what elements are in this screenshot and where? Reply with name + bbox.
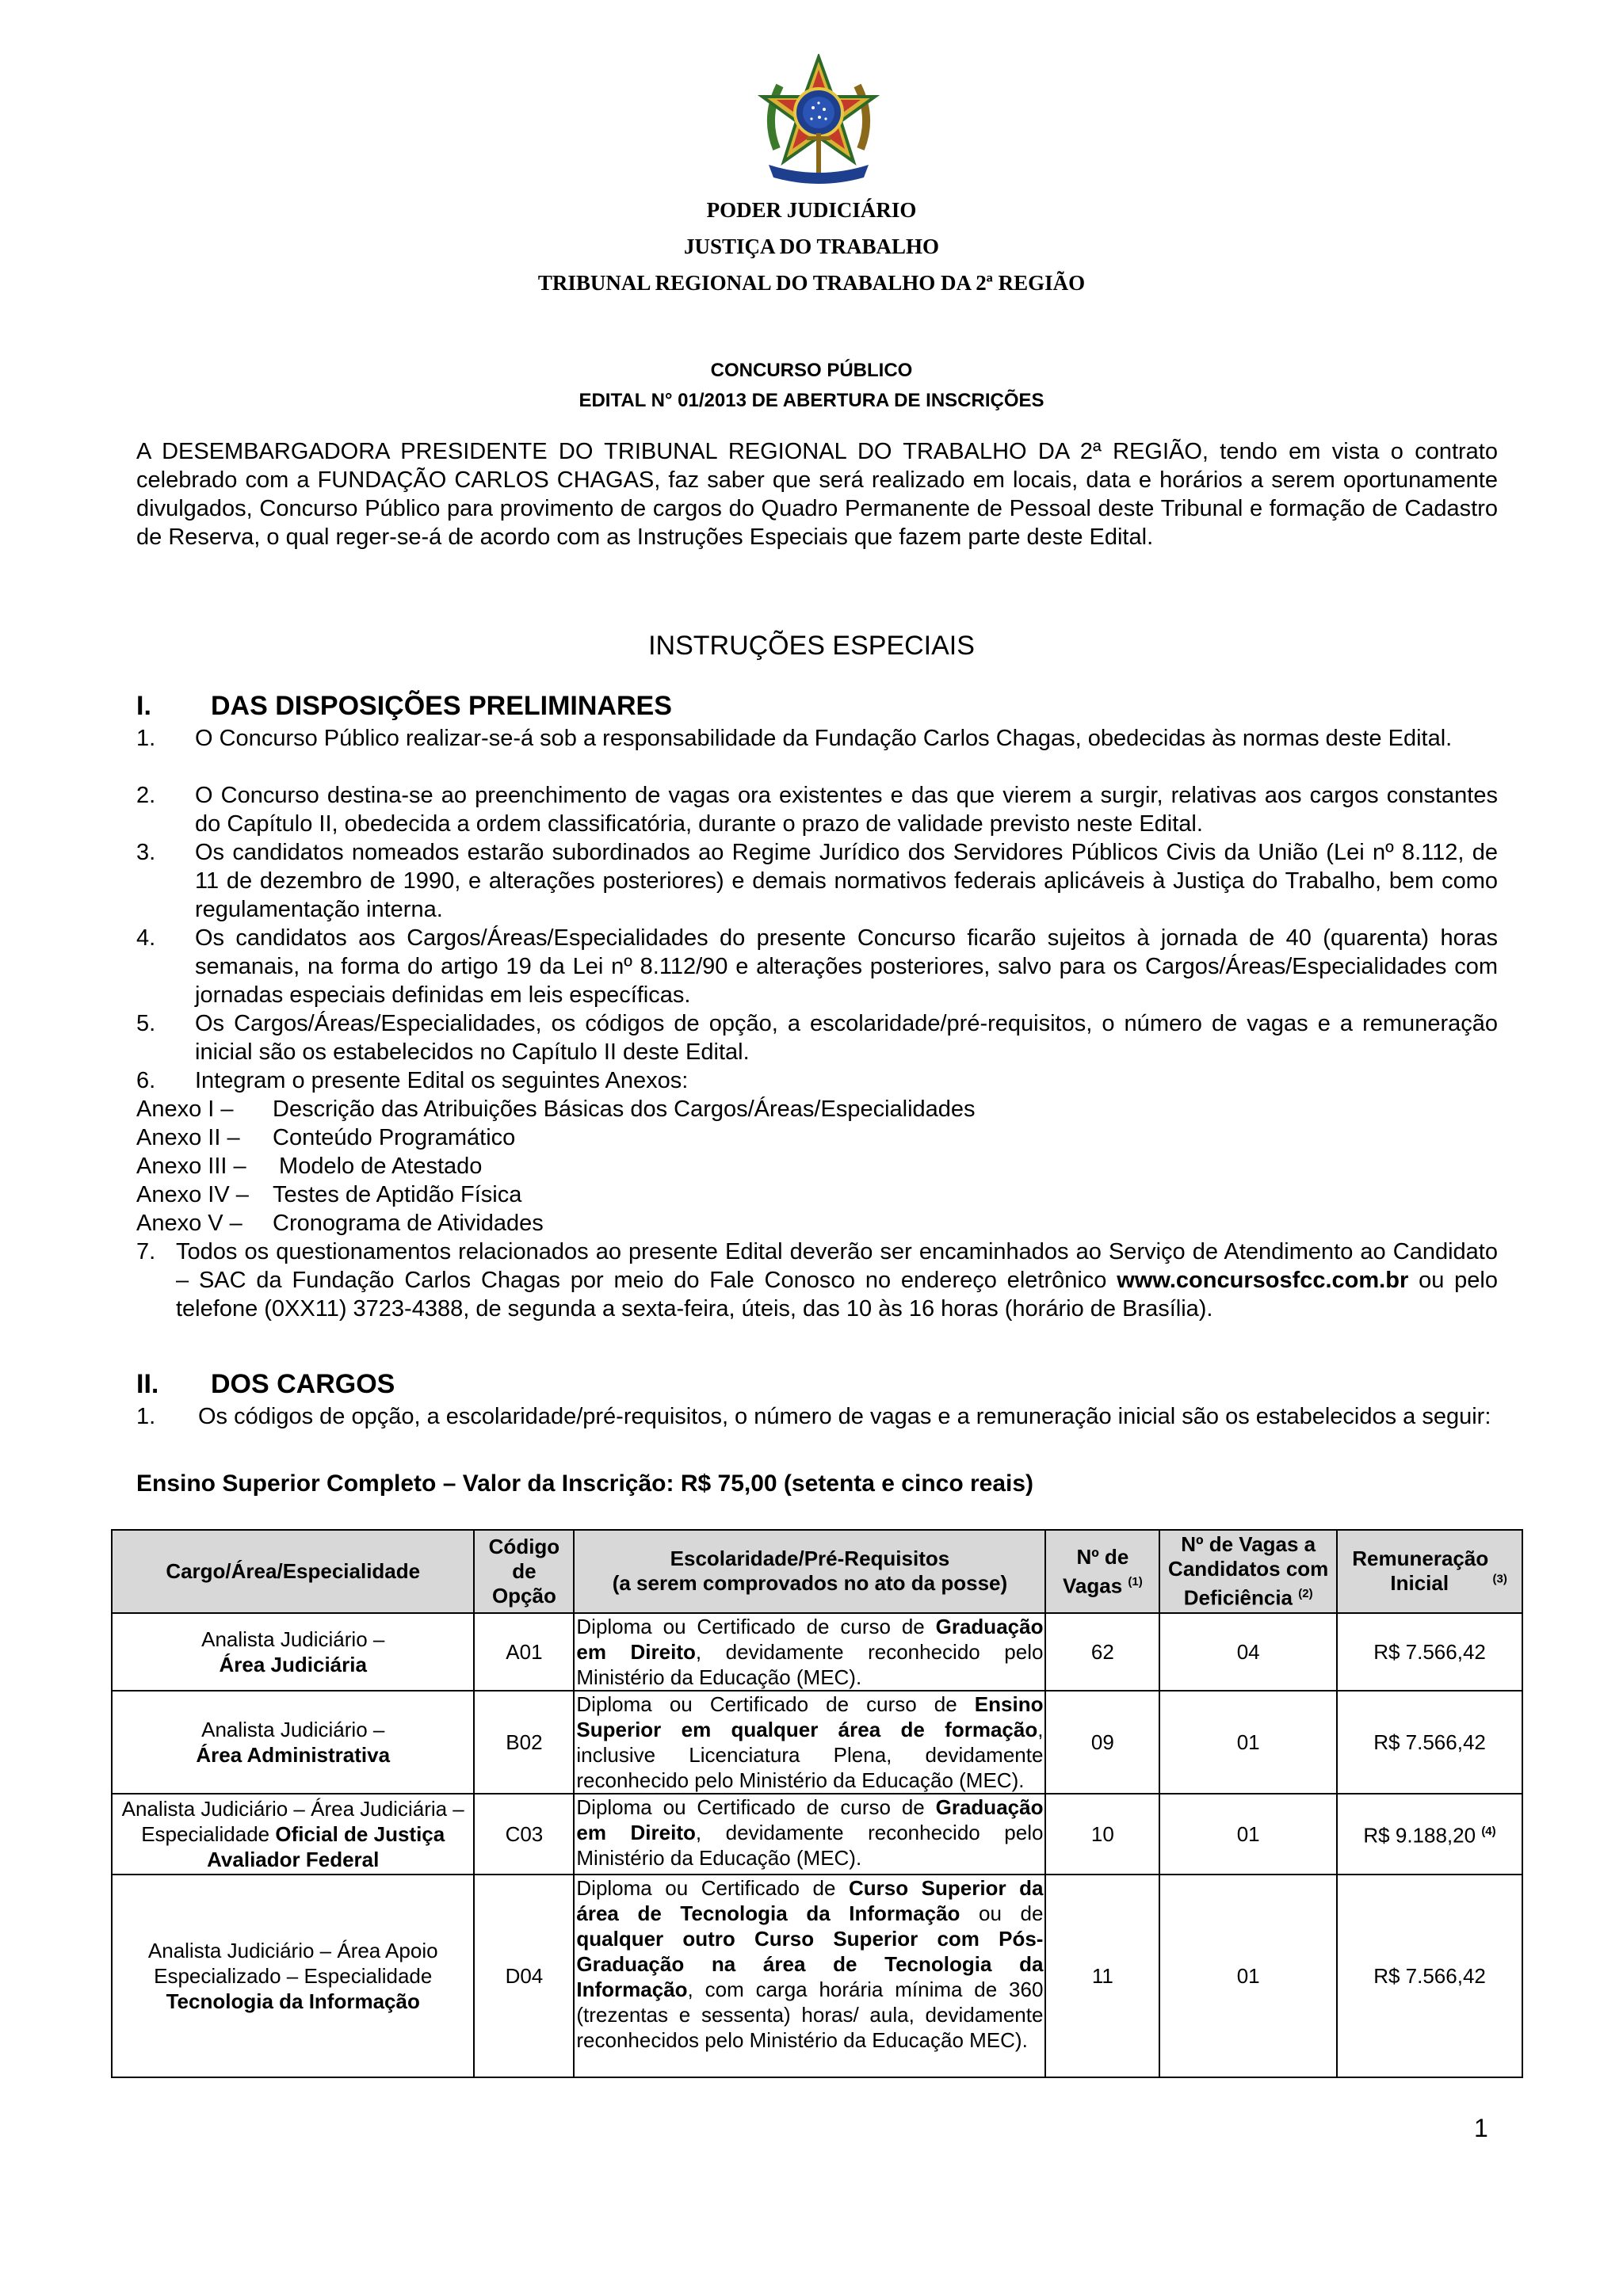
- item-7-text-after: ou pelo telefone (0XX11) 3723-4388, de segunda a sexta-feira, úteis, das 10 às 16 horas (horário de Brasília).: [176, 1268, 1498, 1322]
- header-poder-judiciario: PODER JUDICIÁRIO: [706, 198, 917, 222]
- cell-deficiencia: 01: [1159, 1794, 1337, 1875]
- req-text: , devidamente reconhecido pelo Ministério da Educação (MEC).: [576, 1639, 1044, 1689]
- annex-label: Anexo V –: [136, 1211, 242, 1236]
- section-2-item: [136, 1402, 1498, 1431]
- cell-requisitos: [574, 1875, 1045, 2077]
- cell-cargo: [112, 1613, 474, 1691]
- intro-paragraph: A DESEMBARGADORA PRESIDENTE DO TRIBUNAL REGIONAL DO TRABALHO DA 2ª REGIÃO, tendo em vista o contrato celebrado com a FUNDAÇÃO CARLOS CHAGAS, faz saber que será realizado em locais, data e horários a serem oportunamente divulgados, Concurso Público para provimento de cargos do Quadro Permanente de Pessoal deste Tribunal e formação de Cadastro de Reserva, o qual reger-se-á de acordo com as Instruções Especiais que fazem parte deste Edital.: [136, 439, 1498, 550]
- req-text: Diploma ou Certificado de: [576, 1875, 849, 1900]
- table-row: [112, 1875, 1522, 2077]
- header-escolaridade: [574, 1530, 1045, 1613]
- item-text: Integram o presente Edital os seguintes Anexos:: [195, 1068, 689, 1093]
- item-text: Os códigos de opção, a escolaridade/pré-requisitos, o número de vagas e a remuneração inicial são os estabelecidos a seguir:: [198, 1404, 1491, 1429]
- item-text: O Concurso destina-se ao preenchimento de vagas ora existentes e das que vierem a surgir, relativas aos cargos constantes do Capítulo II, obedecida a ordem classificatória, durante o prazo de validade previsto neste Edital.: [195, 783, 1498, 837]
- section-1-item: [136, 1066, 1498, 1095]
- page-number: 1: [1474, 2114, 1488, 2142]
- req-text: , inclusive Licenciatura Plena, devidamente reconhecido pelo Ministério da Educação (MEC).: [576, 1717, 1044, 1792]
- header-deficiencia: [1159, 1530, 1337, 1613]
- header-tribunal-regional: TRIBUNAL REGIONAL DO TRABALHO DA 2ª REGIÃO: [537, 271, 1086, 295]
- cell-requisitos: [574, 1613, 1045, 1691]
- req-text: , com carga horária mínima de 360 (trezentas e sessenta) horas/ aula, devidamente reconhecidos pelo Ministério da Educação MEC).: [576, 1977, 1044, 2052]
- section-1-item: [136, 1009, 1498, 1066]
- req-text: Diploma ou Certificado de curso de: [576, 1614, 936, 1638]
- item-text: Os candidatos nomeados estarão subordinados ao Regime Jurídico dos Servidores Públicos Civis da União (Lei nº 8.112, de 11 de dezembro de 1990, e alterações posteriores) e demais normativos federais aplicáveis à Justiça do Trabalho, bem como regulamentação interna.: [195, 840, 1498, 922]
- req-bold: qualquer outro Curso Superior com Pós-Graduação na área de Tecnologia da Informação: [576, 1926, 1044, 2001]
- cell-cargo: [112, 1794, 474, 1875]
- header-deficiencia-footnote: (2): [1298, 1587, 1313, 1600]
- cell-remuneracao: R$ 7.566,42: [1337, 1613, 1522, 1691]
- cell-codigo: C03: [474, 1794, 574, 1875]
- header-escolaridade-line1: Escolaridade/Pré-Requisitos: [670, 1547, 950, 1571]
- section-1-item-7: [136, 1238, 1498, 1323]
- header-deficiencia-label: Nº de Vagas a Candidatos com Deficiência: [1168, 1532, 1329, 1610]
- req-bold: Ensino Superior em qualquer área de formação: [576, 1691, 1044, 1741]
- positions-table: [111, 1529, 1523, 2078]
- table-row: [112, 1613, 1522, 1691]
- cell-vagas: 11: [1045, 1875, 1159, 2077]
- cargo-line1: Analista Judiciário – Área Judiciária – Especialidade: [121, 1796, 464, 1846]
- cargo-line1: Analista Judiciário –: [201, 1717, 385, 1741]
- table-subheading: Ensino Superior Completo – Valor da Inscrição: R$ 75,00 (setenta e cinco reais): [136, 1470, 1034, 1497]
- annex-line: [136, 1152, 482, 1180]
- item-number: 1.: [136, 1404, 156, 1429]
- header-codigo: [474, 1530, 574, 1613]
- cargo-line1: Analista Judiciário –: [201, 1627, 385, 1651]
- section-2-number: II.: [136, 1369, 159, 1399]
- annex-text: Testes de Aptidão Física: [273, 1182, 522, 1207]
- header-remuneracao: [1337, 1530, 1522, 1613]
- cell-remuneracao: R$ 7.566,42: [1337, 1691, 1522, 1794]
- item-text: Os candidatos aos Cargos/Áreas/Especialidades do presente Concurso ficarão sujeitos à jornada de 40 (quarenta) horas semanais, na forma do artigo 19 da Lei nº 8.112/90 e alterações posteriores, salvo para os Cargos/Áreas/Especialidades com jornadas especiais definidas em leis específicas.: [195, 925, 1498, 1008]
- contact-website-link[interactable]: www.concursosfcc.com.br: [1117, 1268, 1409, 1293]
- item-text: O Concurso Público realizar-se-á sob a responsabilidade da Fundação Carlos Chagas, obedecidas às normas deste Edital.: [195, 726, 1453, 751]
- item-number: 7.: [136, 1239, 156, 1264]
- req-text: Diploma ou Certificado de curso de: [576, 1794, 936, 1819]
- cell-cargo: [112, 1875, 474, 2077]
- section-2-heading: [136, 1369, 395, 1400]
- req-text: Diploma ou Certificado de curso de: [576, 1691, 975, 1716]
- req-text: ou de: [960, 1901, 1044, 1925]
- item-number: 4.: [136, 925, 156, 951]
- header-vagas: [1045, 1530, 1159, 1613]
- item-number: 3.: [136, 840, 156, 865]
- cargo-line2: Tecnologia da Informação: [166, 1989, 420, 2013]
- req-bold: Graduação em Direito: [576, 1614, 1044, 1664]
- cell-deficiencia: 01: [1159, 1691, 1337, 1794]
- item-number: 2.: [136, 783, 156, 808]
- title-edital: EDITAL N° 01/2013 DE ABERTURA DE INSCRIÇÕES: [579, 390, 1044, 411]
- header-codigo-label: Código de Opção: [488, 1534, 560, 1608]
- cell-remuneracao: [1337, 1794, 1522, 1875]
- cell-codigo: B02: [474, 1691, 574, 1794]
- item-7-text-before: Todos os questionamentos relacionados ao presente Edital deverão ser encaminhados ao Serviço de Atendimento ao Candidato – SAC da Fundação Carlos Chagas por meio do Fale Conosco no endereço eletrônico: [176, 1239, 1498, 1293]
- annex-text: Modelo de Atestado: [273, 1154, 483, 1179]
- header-vagas-label: Nº de Vagas: [1062, 1544, 1129, 1598]
- table-header-row: [112, 1530, 1522, 1613]
- req-text: , devidamente reconhecido pelo Ministério da Educação (MEC).: [576, 1820, 1044, 1870]
- cell-codigo: A01: [474, 1613, 574, 1691]
- section-2-title: DOS CARGOS: [211, 1369, 395, 1399]
- annex-line: [136, 1209, 544, 1238]
- cell-vagas: 62: [1045, 1613, 1159, 1691]
- req-bold: Curso Superior da área de Tecnologia da Informação: [576, 1875, 1044, 1925]
- item-number: 6.: [136, 1068, 156, 1093]
- cell-requisitos: [574, 1794, 1045, 1875]
- section-1-item: [136, 724, 1498, 753]
- annex-label: Anexo I –: [136, 1097, 234, 1122]
- annex-text: Cronograma de Atividades: [273, 1211, 544, 1236]
- cell-vagas: 09: [1045, 1691, 1159, 1794]
- cargo-line2: Área Judiciária: [219, 1652, 367, 1676]
- remuneracao-footnote: (4): [1481, 1825, 1496, 1839]
- annex-label: Anexo II –: [136, 1125, 240, 1150]
- item-text: Os Cargos/Áreas/Especialidades, os códigos de opção, a escolaridade/pré-requisitos, o número de vagas e a remuneração inicial são os estabelecidos no Capítulo II deste Edital.: [195, 1011, 1498, 1065]
- item-number: 5.: [136, 1011, 156, 1036]
- annex-line: [136, 1095, 976, 1123]
- section-1-heading: [136, 691, 672, 722]
- header-escolaridade-line2: (a serem comprovados no ato da posse): [612, 1571, 1008, 1596]
- section-1-item: [136, 838, 1498, 924]
- header-cargo: Cargo/Área/Especialidade: [112, 1530, 474, 1613]
- req-bold: Graduação em Direito: [576, 1794, 1044, 1844]
- cell-deficiencia: 01: [1159, 1875, 1337, 2077]
- header-remuneracao-footnote: (3): [1492, 1572, 1507, 1586]
- cargo-line1: Analista Judiciário – Área Apoio Especializado – Especialidade: [147, 1938, 438, 1988]
- table-row: [112, 1794, 1522, 1875]
- annex-text: Descrição das Atribuições Básicas dos Cargos/Áreas/Especialidades: [273, 1097, 976, 1122]
- cell-codigo: D04: [474, 1875, 574, 2077]
- header-justica-do-trabalho: JUSTIÇA DO TRABALHO: [683, 235, 940, 258]
- annex-line: [136, 1180, 521, 1209]
- remuneracao-value: R$ 9.188,20: [1363, 1823, 1476, 1848]
- brazil-coat-of-arms-emblem: [753, 54, 884, 185]
- item-text: [176, 1238, 1498, 1323]
- header-remuneracao-label: Remuneração Inicial: [1352, 1547, 1489, 1596]
- cell-cargo: [112, 1691, 474, 1794]
- header-vagas-footnote: (1): [1128, 1574, 1143, 1589]
- section-1-item: [136, 781, 1498, 838]
- section-1-number: I.: [136, 691, 151, 721]
- cell-remuneracao: R$ 7.566,42: [1337, 1875, 1522, 2077]
- cell-deficiencia: 04: [1159, 1613, 1337, 1691]
- annex-line: [136, 1123, 515, 1152]
- section-1-item: [136, 924, 1498, 1009]
- annex-label: Anexo III –: [136, 1154, 246, 1179]
- cell-vagas: 10: [1045, 1794, 1159, 1875]
- title-concurso-publico: CONCURSO PÚBLICO: [710, 360, 913, 381]
- table-row: [112, 1691, 1522, 1794]
- instructions-title: INSTRUÇÕES ESPECIAIS: [648, 631, 975, 661]
- cargo-line2: Área Administrativa: [196, 1742, 391, 1767]
- cargo-line2: Oficial de Justiça Avaliador Federal: [207, 1821, 445, 1871]
- section-1-title: DAS DISPOSIÇÕES PRELIMINARES: [211, 691, 672, 721]
- cell-requisitos: [574, 1691, 1045, 1794]
- annex-label: Anexo IV –: [136, 1182, 249, 1207]
- item-number: 1.: [136, 726, 156, 751]
- annex-text: Conteúdo Programático: [273, 1125, 516, 1150]
